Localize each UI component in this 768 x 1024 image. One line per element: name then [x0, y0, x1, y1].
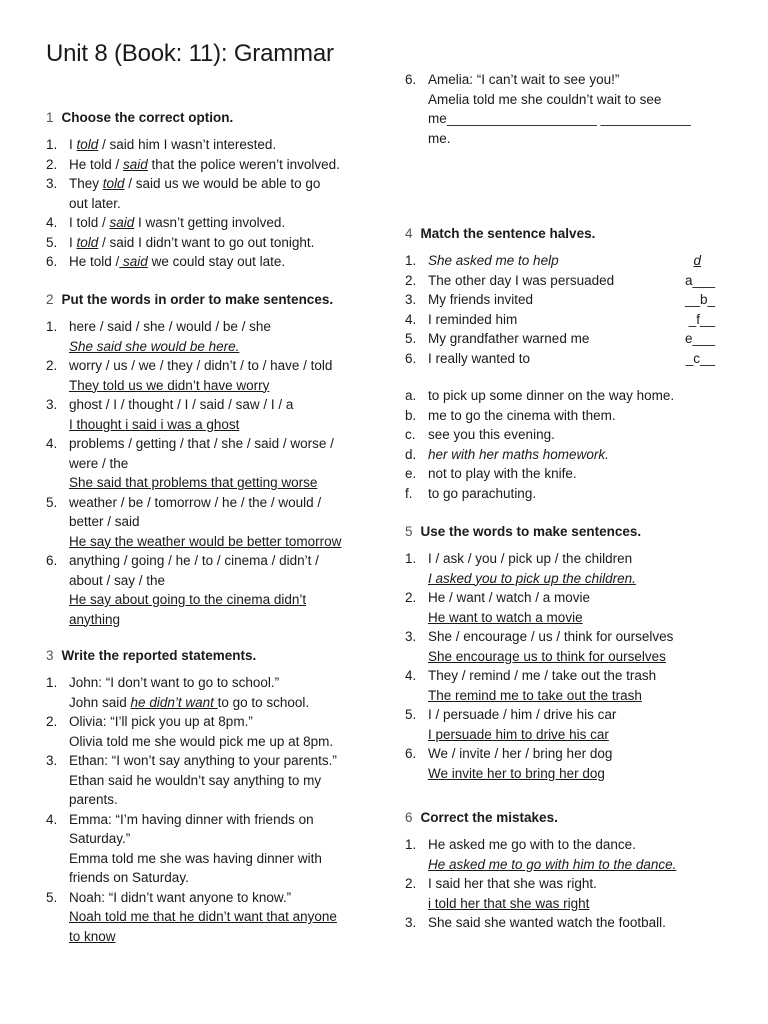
- reported-line: [69, 693, 371, 713]
- section-title: Match the sentence halves.: [420, 226, 596, 241]
- section-3-heading: [46, 648, 256, 663]
- answer: She said that problems that getting worse: [69, 475, 318, 490]
- answer: She said she would be here.: [69, 338, 240, 354]
- list-item: [405, 70, 735, 148]
- statement-text: parents.: [69, 792, 118, 807]
- text-part: to go to school.: [217, 694, 310, 710]
- list-item: [46, 673, 371, 712]
- match-answer: _f__: [688, 311, 715, 327]
- answer: He say the weather would be better tomorrow: [69, 533, 342, 549]
- answer: I thought i said i was a ghost: [69, 416, 240, 432]
- statement-text: me.: [428, 130, 451, 146]
- text-part: He told /: [69, 254, 120, 269]
- section-4-list: [405, 251, 715, 368]
- item-text: [69, 135, 371, 155]
- sentence-start: I reminded him: [428, 311, 518, 327]
- word-prompt: anything / going / he / to / cinema / didn’t /: [69, 553, 319, 568]
- answer-blank: me____________________ ____________: [428, 111, 691, 126]
- list-item: [405, 484, 735, 504]
- answer: The remind me to take out the trash: [428, 687, 642, 703]
- item-text: [69, 174, 371, 194]
- item-number: 2.: [405, 876, 417, 891]
- section-1-list: [46, 135, 371, 272]
- item-number: 4.: [46, 436, 58, 451]
- item-text: [69, 233, 371, 253]
- text-part: I wasn’t getting involved.: [134, 215, 286, 230]
- answer: I asked you to pick up the children.: [428, 570, 636, 586]
- list-item: [46, 213, 371, 233]
- selected-option: told: [102, 176, 125, 191]
- section-number: 4: [405, 226, 413, 241]
- text-part: / said him I wasn’t interested.: [98, 137, 277, 152]
- list-item: [46, 233, 371, 253]
- list-item: [405, 445, 735, 465]
- list-item: [46, 356, 371, 395]
- section-4-heading: [405, 226, 595, 241]
- section-title: Correct the mistakes.: [420, 810, 558, 825]
- section-3-list: [46, 673, 371, 946]
- list-item: [46, 317, 371, 356]
- item-number: 3.: [405, 292, 417, 307]
- statement-text: Olivia told me she would pick me up at 8pm.: [69, 733, 334, 749]
- item-number: 2.: [405, 590, 417, 605]
- item-number: 1.: [46, 319, 58, 334]
- list-item: [46, 135, 371, 155]
- list-item: [46, 252, 371, 272]
- item-number: 2.: [46, 358, 58, 373]
- answer: He say about going to the cinema didn’t: [69, 592, 307, 607]
- answer: He want to watch a movie: [428, 609, 583, 625]
- word-prompt: I / ask / you / pick up / the children: [428, 551, 633, 566]
- statement-text: Emma told me she was having dinner with: [69, 850, 322, 866]
- item-number: 5.: [405, 707, 417, 722]
- list-item: [46, 155, 371, 175]
- list-item: [405, 588, 735, 627]
- answer: She encourage us to think for ourselves: [428, 648, 666, 664]
- sentence-end: not to play with the knife.: [428, 466, 577, 481]
- text-part: I: [69, 234, 77, 250]
- list-item: [405, 913, 735, 933]
- sentence-start: My grandfather warned me: [428, 331, 590, 346]
- selected-option: told: [76, 234, 99, 250]
- list-item: [405, 251, 715, 271]
- section-2-list: [46, 317, 371, 629]
- item-number: 1.: [405, 551, 417, 566]
- section-6-heading: [405, 810, 558, 825]
- item-text-cont: out later.: [69, 195, 121, 211]
- item-number: a.: [405, 388, 417, 403]
- statement-text: Olivia: “I’ll pick you up at 8pm.”: [69, 714, 253, 729]
- list-item: [405, 386, 735, 406]
- word-prompt: ghost / I / thought / I / said / saw / I / a: [69, 397, 294, 412]
- item-number: 2.: [46, 156, 58, 172]
- section-number: 1: [46, 110, 54, 125]
- item-number: e.: [405, 466, 417, 481]
- item-number: 3.: [405, 915, 417, 930]
- list-item: [405, 349, 715, 369]
- item-number: 1.: [405, 837, 417, 852]
- sentence-end: me to go the cinema with them.: [428, 407, 616, 423]
- list-item: [46, 493, 371, 552]
- mistake-sentence: She said she wanted watch the football.: [428, 915, 666, 930]
- selected-option: said: [109, 215, 135, 230]
- section-title: Put the words in order to make sentences.: [61, 292, 334, 307]
- item-text: [69, 155, 371, 175]
- section-number: 6: [405, 810, 413, 825]
- sentence-start: She asked me to help: [428, 253, 559, 268]
- match-answer: e___: [684, 331, 715, 346]
- list-item: [405, 666, 735, 705]
- word-prompt: He / want / watch / a movie: [428, 590, 591, 605]
- word-prompt: We / invite / her / bring her dog: [428, 746, 613, 761]
- item-number: 1.: [405, 253, 417, 268]
- answer: to know: [69, 928, 116, 944]
- item-number: f.: [405, 485, 413, 501]
- list-item: [405, 425, 735, 445]
- section-5-heading: [405, 524, 641, 539]
- item-number: 5.: [405, 331, 417, 346]
- text-part: I: [69, 137, 77, 152]
- statement-text: Ethan said he wouldn’t say anything to my: [69, 772, 322, 788]
- sentence-end: to go parachuting.: [428, 485, 537, 501]
- list-item: [405, 835, 735, 874]
- sentence-start: I really wanted to: [428, 350, 531, 366]
- text-part: I told /: [69, 215, 110, 230]
- list-item: [405, 271, 715, 291]
- item-number: 5.: [46, 889, 58, 905]
- section-2-heading: [46, 292, 333, 307]
- statement-text: Amelia: “I can’t wait to see you!”: [428, 72, 620, 87]
- text-part: we could stay out late.: [147, 254, 286, 269]
- statement-text: friends on Saturday.: [69, 870, 189, 885]
- page-title: Unit 8 (Book: 11): Grammar: [46, 40, 334, 67]
- match-answer: __b_: [684, 292, 715, 307]
- list-item: [46, 888, 371, 947]
- mistake-sentence: He asked me go with to the dance.: [428, 837, 636, 852]
- section-6-list: [405, 835, 735, 933]
- item-number: 3.: [405, 629, 417, 644]
- list-item: [46, 712, 371, 751]
- selected-option: said: [123, 156, 148, 172]
- section-3-continued: [405, 70, 735, 148]
- list-item: [405, 464, 735, 484]
- word-prompt: were / the: [69, 455, 129, 471]
- word-prompt: here / said / she / would / be / she: [69, 319, 271, 334]
- item-number: d.: [405, 446, 417, 462]
- answer: We invite her to bring her dog: [428, 765, 605, 781]
- text-part: John said: [69, 694, 131, 710]
- item-number: 4.: [405, 311, 417, 327]
- text-part: that the police weren’t involved.: [147, 156, 340, 172]
- item-number: 2.: [405, 272, 417, 288]
- item-text: [69, 252, 371, 272]
- match-answer: _c__: [685, 350, 715, 366]
- list-item: [46, 751, 371, 810]
- selected-option: told: [76, 137, 99, 152]
- item-number: 4.: [46, 215, 58, 230]
- item-number: 2.: [46, 714, 58, 729]
- answer: i told her that she was right: [428, 895, 590, 911]
- item-number: 6.: [405, 72, 417, 87]
- sentence-end: to pick up some dinner on the way home.: [428, 388, 675, 403]
- answer: They told us we didn’t have worry: [69, 377, 270, 393]
- word-prompt: weather / be / tomorrow / he / the / would /: [69, 494, 322, 510]
- word-prompt: problems / getting / that / she / said / worse /: [69, 436, 334, 451]
- item-number: 4.: [46, 811, 58, 827]
- list-item: [46, 395, 371, 434]
- section-5-list: [405, 549, 735, 783]
- item-text: [69, 213, 371, 233]
- section-title: Write the reported statements.: [61, 648, 257, 663]
- word-prompt: They / remind / me / take out the trash: [428, 668, 657, 683]
- list-item: [46, 551, 371, 629]
- statement-text: Saturday.”: [69, 831, 131, 846]
- list-item: [46, 174, 371, 213]
- word-prompt: I / persuade / him / drive his car: [428, 707, 617, 722]
- item-number: 1.: [46, 137, 58, 152]
- statement-text: John: “I don’t want to go to school.”: [69, 675, 280, 690]
- word-prompt: She / encourage / us / think for ourselves: [428, 629, 674, 644]
- answer: He asked me to go with him to the dance.: [428, 856, 677, 872]
- item-number: 6.: [405, 746, 417, 761]
- item-number: 5.: [46, 234, 58, 250]
- answer: anything: [69, 611, 121, 627]
- item-number: c.: [405, 427, 416, 442]
- word-prompt: worry / us / we / they / didn’t / to / have / told: [69, 358, 333, 373]
- word-prompt: about / say / the: [69, 572, 166, 588]
- sentence-start: My friends invited: [428, 292, 534, 307]
- list-item: [46, 810, 371, 888]
- section-number: 2: [46, 292, 54, 307]
- item-number: 6.: [405, 350, 417, 366]
- text-part: / said us we would be able to go: [124, 176, 321, 191]
- item-number: 1.: [46, 675, 58, 690]
- answer: Noah told me that he didn’t want that anyone: [69, 909, 337, 924]
- statement-text: Noah: “I didn’t want anyone to know.”: [69, 889, 292, 905]
- word-prompt: better / said: [69, 514, 140, 529]
- list-item: [405, 627, 735, 666]
- selected-option: said: [119, 254, 148, 269]
- list-item: [405, 549, 735, 588]
- statement-text: Ethan: “I won’t say anything to your parents.”: [69, 753, 337, 768]
- answer: I persuade him to drive his car: [428, 726, 609, 742]
- section-title: Use the words to make sentences.: [420, 524, 642, 539]
- list-item: [46, 434, 371, 493]
- section-title: Choose the correct option.: [61, 110, 234, 125]
- text-part: He told /: [69, 156, 124, 172]
- list-item: [405, 744, 735, 783]
- item-number: b.: [405, 407, 417, 423]
- item-number: 4.: [405, 668, 417, 683]
- text-part: They: [69, 176, 103, 191]
- list-item: [405, 310, 715, 330]
- statement-text: Amelia told me she couldn’t wait to see: [428, 91, 662, 107]
- list-item: [405, 329, 715, 349]
- sentence-end: her with her maths homework.: [428, 446, 609, 462]
- text-part: / said I didn’t want to go out tonight.: [98, 234, 315, 250]
- list-item: [405, 406, 735, 426]
- item-number: 5.: [46, 494, 58, 510]
- item-number: 3.: [46, 397, 58, 412]
- item-number: 6.: [46, 553, 58, 568]
- item-number: 3.: [46, 176, 58, 191]
- item-number: 6.: [46, 254, 58, 269]
- answer: he didn’t want: [130, 694, 218, 710]
- section-4-endings: [405, 386, 735, 503]
- match-answer: a___: [684, 272, 715, 288]
- mistake-sentence: I said her that she was right.: [428, 876, 597, 891]
- sentence-end: see you this evening.: [428, 427, 555, 442]
- list-item: [405, 290, 715, 310]
- section-number: 3: [46, 648, 54, 663]
- list-item: [405, 874, 735, 913]
- item-number: 3.: [46, 753, 58, 768]
- section-1-heading: [46, 110, 233, 125]
- sentence-start: The other day I was persuaded: [428, 272, 615, 288]
- list-item: [405, 705, 735, 744]
- statement-text: Emma: “I’m having dinner with friends on: [69, 811, 314, 827]
- match-answer: d: [693, 253, 701, 268]
- section-number: 5: [405, 524, 413, 539]
